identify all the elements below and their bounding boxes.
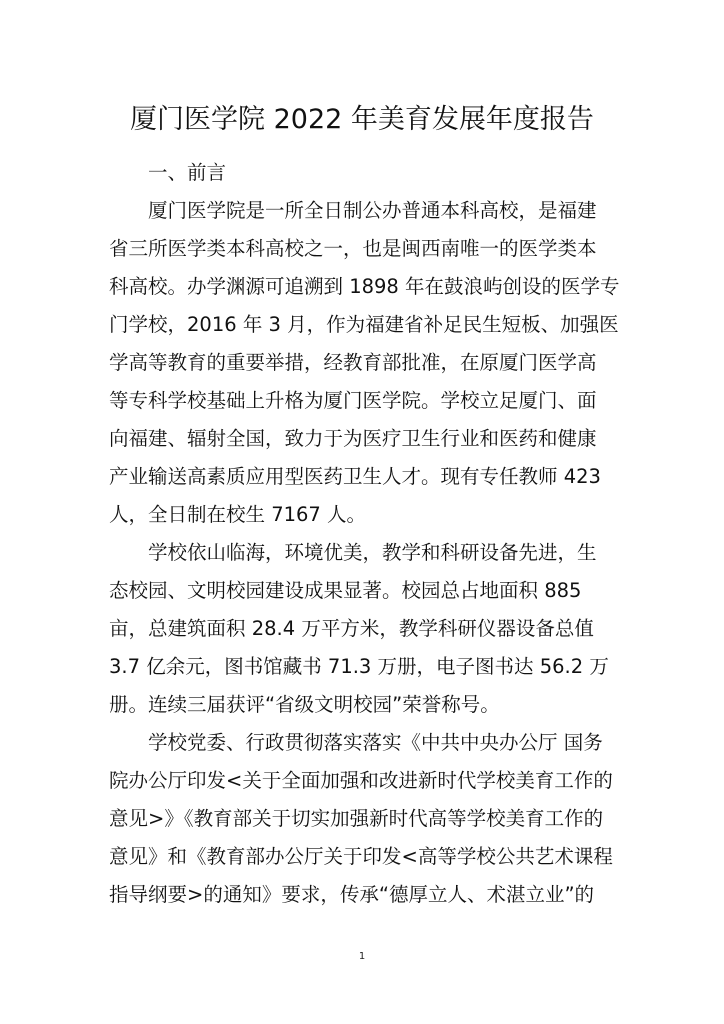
paragraph-line: 册。连续三届获评“省级文明校园”荣誉称号。 [109,693,500,716]
paragraph-line: 产业输送高素质应用型医药卫生人才。现有专任教师 423 [109,465,601,488]
paragraph-line: 指导纲要>的通知》要求，传承“德厚立人、术湛立业”的 [109,883,595,906]
paragraph-line: 省三所医学类本科高校之一，也是闽西南唯一的医学类本 [109,237,597,260]
paragraph-line: 学高等教育的重要举措，经教育部批准，在原厦门医学高 [109,351,597,374]
section-heading-preface: 一、前言 [148,161,227,184]
paragraph-line: 意见>》《教育部关于切实加强新时代高等学校美育工作的 [109,807,604,830]
paragraph-line: 学校依山临海，环境优美，教学和科研设备先进，生 [148,541,597,564]
paragraph-line: 人，全日制在校生 7167 人。 [109,503,367,526]
report-title: 厦门医学院 2022 年美育发展年度报告 [130,104,594,135]
paragraph-line: 厦门医学院是一所全日制公办普通本科高校，是福建 [148,199,597,222]
page-number: 1 [358,951,366,962]
paragraph-line: 学校党委、行政贯彻落实落实《中共中央办公厅 国务 [148,731,603,754]
paragraph-line: 科高校。办学渊源可追溯到 1898 年在鼓浪屿创设的医学专 [109,275,620,298]
report-body [109,154,619,914]
paragraph-line: 院办公厅印发<关于全面加强和改进新时代学校美育工作的 [109,769,613,792]
paragraph-line: 3.7 亿余元，图书馆藏书 71.3 万册，电子图书达 56.2 万 [109,655,609,678]
paragraph-line: 门学校，2016 年 3 月，作为福建省补足民生短板、加强医 [109,313,619,336]
paragraph-line: 等专科学校基础上升格为厦门医学院。学校立足厦门、面 [109,389,597,412]
paragraph-line: 亩，总建筑面积 28.4 万平方米，教学科研仪器设备总值 [109,617,594,640]
paragraph-line: 态校园、文明校园建设成果显著。校园总占地面积 885 [109,579,582,602]
paragraph-line: 向福建、辐射全国，致力于为医疗卫生行业和医药和健康 [109,427,597,450]
paragraph-line: 意见》和《教育部办公厅关于印发<高等学校公共艺术课程 [109,845,613,868]
